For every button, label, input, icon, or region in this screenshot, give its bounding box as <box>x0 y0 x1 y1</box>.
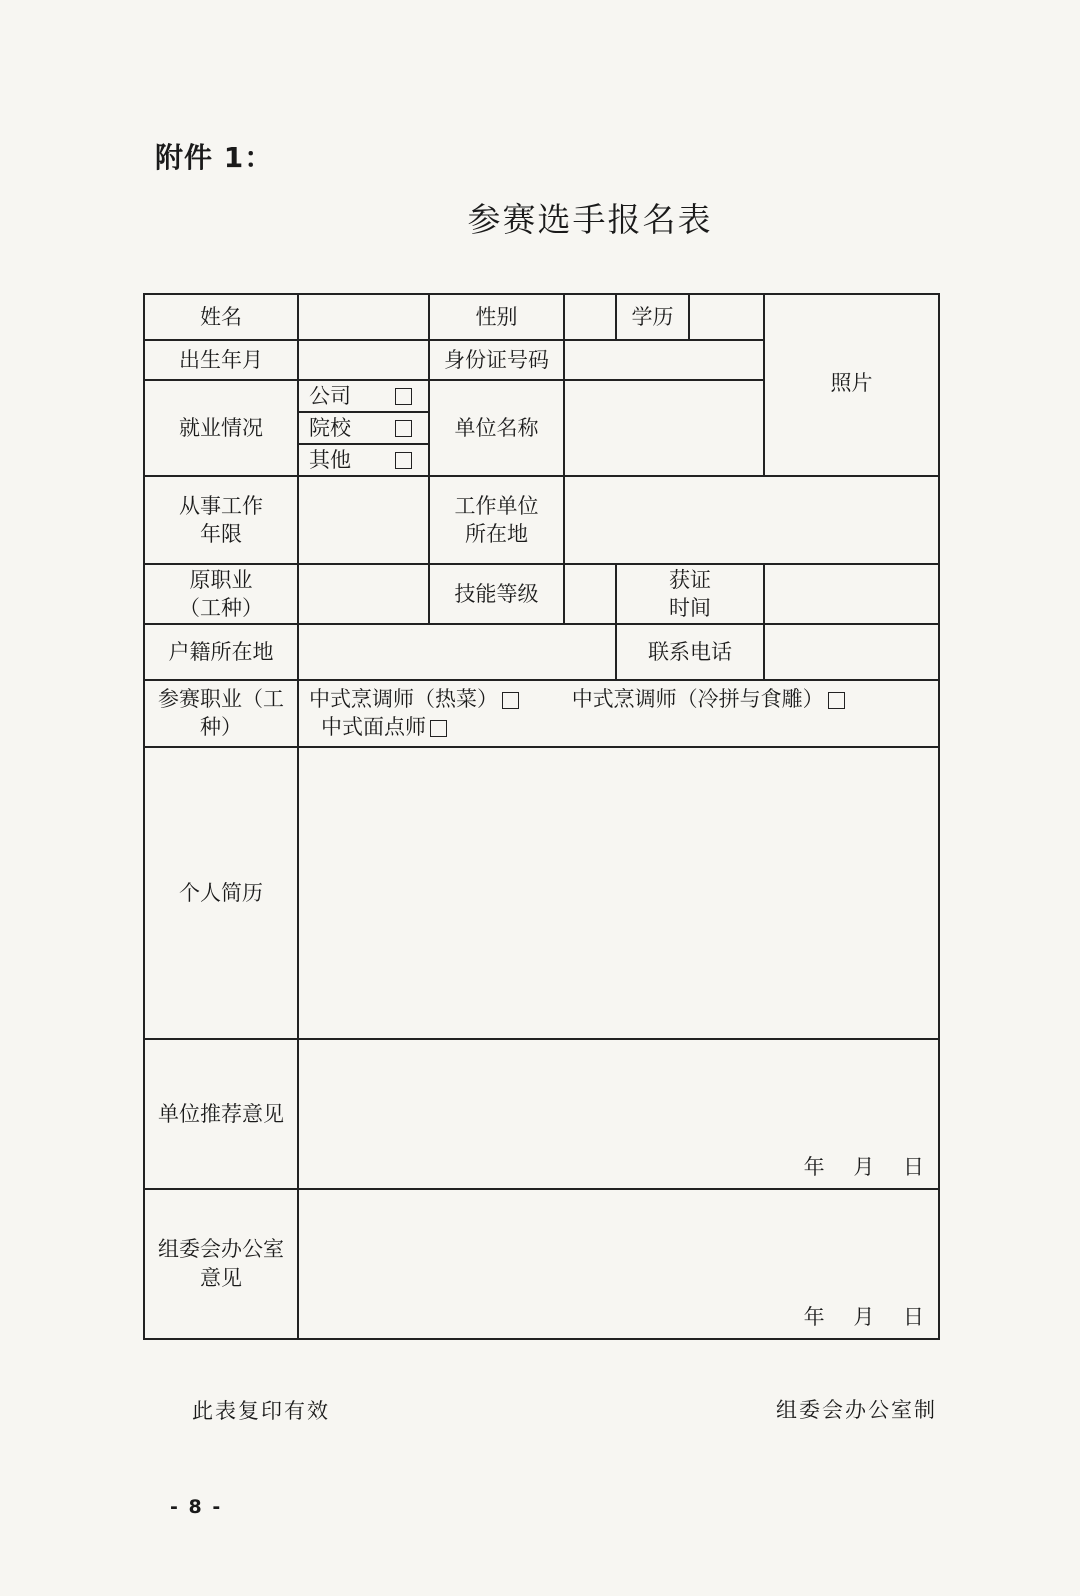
work-years-label-line2: 年限 <box>200 522 242 546</box>
event-option-label: 中式烹调师（冷拼与食雕） <box>571 687 824 711</box>
work-years-label <box>144 476 298 564</box>
phone-input[interactable] <box>764 624 939 680</box>
employment-option-label: 其他 <box>309 447 351 472</box>
orig-job-input[interactable] <box>298 564 429 624</box>
employment-option-company[interactable] <box>299 381 428 413</box>
id-number-input[interactable] <box>564 340 764 380</box>
form-title: 参赛选手报名表 <box>467 200 713 239</box>
work-location-label-line1: 工作单位 <box>454 493 539 518</box>
date-day-label: 日 <box>903 1305 924 1330</box>
work-years-input[interactable] <box>298 476 429 564</box>
event-option-cold-platter[interactable] <box>572 685 845 713</box>
unit-recommendation-input[interactable] <box>298 1039 939 1189</box>
checkbox-icon[interactable] <box>395 388 412 405</box>
employment-option-label: 院校 <box>309 415 351 440</box>
skill-level-label: 技能等级 <box>429 564 564 624</box>
cert-time-input[interactable] <box>764 564 939 624</box>
resume-label: 个人简历 <box>144 747 298 1039</box>
date-month-label: 月 <box>853 1305 875 1330</box>
date-day-label: 日 <box>903 1155 924 1180</box>
orig-job-label-line2: （工种） <box>179 596 263 620</box>
household-label: 户籍所在地 <box>144 624 298 680</box>
issuer-note: 组委会办公室制 <box>776 1398 937 1422</box>
gender-label: 性别 <box>429 294 564 340</box>
birth-label: 出生年月 <box>144 340 298 380</box>
competition-job-options <box>298 680 939 747</box>
household-input[interactable] <box>298 624 616 680</box>
event-option-label: 中式烹调师（热菜） <box>309 687 498 711</box>
checkbox-icon[interactable] <box>430 720 447 737</box>
education-input[interactable] <box>689 294 764 340</box>
cert-time-label <box>616 564 764 624</box>
orig-job-label-line1: 原职业 <box>189 567 253 592</box>
work-location-input[interactable] <box>564 476 939 564</box>
event-option-label: 中式面点师 <box>321 715 426 740</box>
name-input[interactable] <box>298 294 429 340</box>
committee-opinion-label <box>144 1189 298 1339</box>
phone-label: 联系电话 <box>616 624 764 680</box>
id-number-label: 身份证号码 <box>429 340 564 380</box>
education-label: 学历 <box>616 294 689 340</box>
date-line <box>782 1303 924 1331</box>
checkbox-icon[interactable] <box>395 452 412 469</box>
committee-opinion-label-line2: 意见 <box>200 1265 242 1290</box>
employment-option-school[interactable] <box>299 413 428 445</box>
name-label: 姓名 <box>144 294 298 340</box>
cert-time-label-line1: 获证 <box>669 567 711 592</box>
unit-name-label: 单位名称 <box>429 380 564 476</box>
birth-input[interactable] <box>298 340 429 380</box>
copy-valid-note: 此表复印有效 <box>192 1399 330 1423</box>
date-month-label: 月 <box>853 1155 875 1180</box>
registration-form-table <box>143 293 940 1340</box>
date-year-label: 年 <box>803 1155 825 1180</box>
event-option-pastry[interactable] <box>309 713 928 741</box>
cert-time-label-line2: 时间 <box>669 596 711 620</box>
unit-recommendation-label: 单位推荐意见 <box>144 1039 298 1189</box>
committee-opinion-input[interactable] <box>298 1189 939 1339</box>
work-years-label-line1: 从事工作 <box>179 493 263 518</box>
checkbox-icon[interactable] <box>502 692 519 709</box>
skill-level-input[interactable] <box>564 564 616 624</box>
competition-job-label-line2: 种） <box>200 715 242 740</box>
gender-input[interactable] <box>564 294 616 340</box>
date-year-label: 年 <box>803 1305 825 1330</box>
page-number: - 8 - <box>170 1496 223 1518</box>
attachment-label: 附件 1： <box>155 141 274 174</box>
work-location-label <box>429 476 564 564</box>
employment-label: 就业情况 <box>144 380 298 476</box>
checkbox-icon[interactable] <box>828 692 845 709</box>
resume-input[interactable] <box>298 747 939 1039</box>
photo-box[interactable]: 照片 <box>764 294 939 476</box>
employment-options <box>298 380 429 476</box>
unit-name-input[interactable] <box>564 380 764 476</box>
checkbox-icon[interactable] <box>395 420 412 437</box>
event-option-hot-dishes[interactable] <box>309 685 519 713</box>
committee-opinion-label-line1: 组委会办公室 <box>158 1237 284 1262</box>
date-line <box>782 1153 924 1181</box>
orig-job-label <box>144 564 298 624</box>
employment-option-other[interactable] <box>299 445 428 475</box>
work-location-label-line2: 所在地 <box>465 522 528 546</box>
employment-option-label: 公司 <box>309 383 351 408</box>
competition-job-label <box>144 680 298 747</box>
competition-job-label-line1: 参赛职业（工 <box>158 687 284 711</box>
